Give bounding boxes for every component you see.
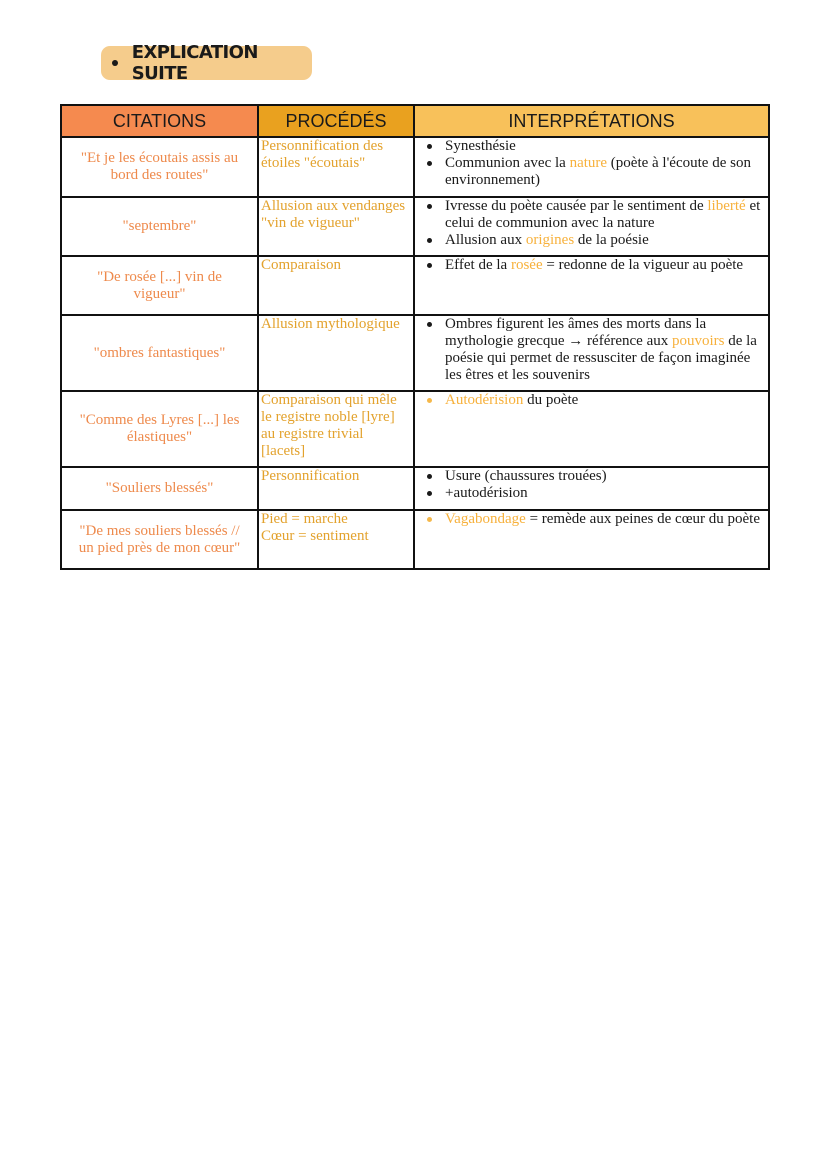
procede-cell bbox=[258, 197, 414, 256]
list-item bbox=[425, 511, 766, 528]
procede-line: Personnification des bbox=[261, 138, 384, 154]
header-interpretations: INTERPRÉTATIONS bbox=[414, 105, 769, 137]
procede-line: le registre noble [lyre] bbox=[261, 409, 395, 425]
list-item bbox=[425, 485, 766, 502]
interpretation-list bbox=[425, 257, 766, 274]
list-item bbox=[425, 316, 766, 384]
table-row bbox=[61, 197, 769, 256]
text-fragment: Allusion aux bbox=[445, 232, 526, 248]
text-fragment: = remède aux peines de cœur du poète bbox=[525, 511, 761, 527]
highlight-keyword: nature bbox=[569, 155, 608, 171]
highlight-keyword: rosée bbox=[510, 257, 543, 273]
interpretation-cell bbox=[414, 137, 769, 197]
procede-line: Allusion mythologique bbox=[261, 316, 400, 332]
list-item bbox=[425, 257, 766, 274]
highlight-keyword: Autodérision bbox=[445, 392, 524, 408]
citation-cell: "septembre" bbox=[61, 197, 258, 256]
interpretation-cell bbox=[414, 510, 769, 569]
interpretation-cell bbox=[414, 467, 769, 510]
text-fragment: de la poésie bbox=[574, 232, 649, 248]
citation-cell: "Et je les écoutais assis au bord des routes" bbox=[61, 137, 258, 197]
interpretation-list bbox=[425, 138, 766, 189]
citation-cell: "De rosée [...] vin de vigueur" bbox=[61, 256, 258, 315]
procede-cell bbox=[258, 510, 414, 569]
list-item bbox=[425, 198, 766, 232]
interpretation-cell bbox=[414, 256, 769, 315]
interpretation-cell bbox=[414, 315, 769, 391]
interpretation-list bbox=[425, 468, 766, 502]
highlight-keyword: origines bbox=[525, 232, 575, 248]
page-title: EXPLICATION SUITE bbox=[131, 42, 258, 84]
text-fragment: Communion avec la bbox=[445, 155, 570, 171]
interpretation-cell bbox=[414, 197, 769, 256]
procede-line: Personnification bbox=[261, 468, 360, 484]
citation-cell: "Comme des Lyres [...] les élastiques" bbox=[61, 391, 258, 467]
explication-table bbox=[60, 104, 770, 570]
text-fragment: = redonne de la vigueur au poète bbox=[542, 257, 744, 273]
list-item bbox=[425, 392, 766, 409]
citation-cell: "ombres fantastiques" bbox=[61, 315, 258, 391]
text-fragment: Ivresse du poète causée par le sentiment de bbox=[445, 198, 708, 214]
interpretation-cell bbox=[414, 391, 769, 467]
interpretation-list bbox=[425, 316, 766, 384]
procede-line: [lacets] bbox=[261, 443, 306, 459]
list-item bbox=[425, 468, 766, 485]
table-row bbox=[61, 510, 769, 569]
bullet-icon bbox=[112, 60, 118, 66]
highlight-keyword: pouvoirs bbox=[671, 333, 725, 349]
text-fragment: et celui de communion avec la nature bbox=[445, 198, 761, 231]
text-fragment: Ombres figurent les âmes des morts dans la mythologie grecque → référence aux bbox=[445, 316, 707, 349]
list-item bbox=[425, 232, 766, 249]
procede-cell bbox=[258, 256, 414, 315]
table-header-row bbox=[61, 105, 769, 137]
highlight-keyword: liberté bbox=[707, 198, 746, 214]
citation-cell: "De mes souliers blessés // un pied près de mon cœur" bbox=[61, 510, 258, 569]
procede-line: Comparaison qui mêle bbox=[261, 392, 397, 408]
interpretation-list bbox=[425, 511, 766, 528]
procede-cell bbox=[258, 315, 414, 391]
table-row bbox=[61, 467, 769, 510]
table-row bbox=[61, 256, 769, 315]
table-row bbox=[61, 315, 769, 391]
procede-line: Pied = marche bbox=[261, 511, 348, 527]
text-fragment: du poète bbox=[523, 392, 579, 408]
table-row bbox=[61, 137, 769, 197]
interpretation-list bbox=[425, 392, 766, 409]
text-fragment: Effet de la bbox=[445, 257, 511, 273]
header-procedes: PROCÉDÉS bbox=[258, 105, 414, 137]
procede-line: Allusion aux vendanges bbox=[261, 198, 406, 214]
citation-cell: "Souliers blessés" bbox=[61, 467, 258, 510]
text-fragment: +autodérision bbox=[445, 485, 528, 501]
title-badge bbox=[101, 42, 312, 84]
text-fragment: Synesthésie bbox=[445, 138, 516, 154]
list-item bbox=[425, 138, 766, 155]
procede-cell bbox=[258, 467, 414, 510]
text-fragment: Usure (chaussures trouées) bbox=[445, 468, 607, 484]
procede-cell bbox=[258, 391, 414, 467]
procede-line: au registre trivial bbox=[261, 426, 364, 442]
list-item bbox=[425, 155, 766, 189]
procede-line: "vin de vigueur" bbox=[261, 215, 360, 231]
interpretation-list bbox=[425, 198, 766, 249]
procede-cell bbox=[258, 137, 414, 197]
text-fragment: (poète à l'écoute de son environnement) bbox=[445, 155, 751, 188]
procede-line: étoiles "écoutais" bbox=[261, 155, 366, 171]
procede-line: Comparaison bbox=[261, 257, 341, 273]
text-fragment: de la poésie qui permet de ressusciter de façon imaginée les êtres et les souvenirs bbox=[445, 333, 757, 383]
procede-line: Cœur = sentiment bbox=[261, 528, 369, 544]
header-citations: CITATIONS bbox=[61, 105, 258, 137]
table-row bbox=[61, 391, 769, 467]
highlight-keyword: Vagabondage bbox=[445, 511, 526, 527]
